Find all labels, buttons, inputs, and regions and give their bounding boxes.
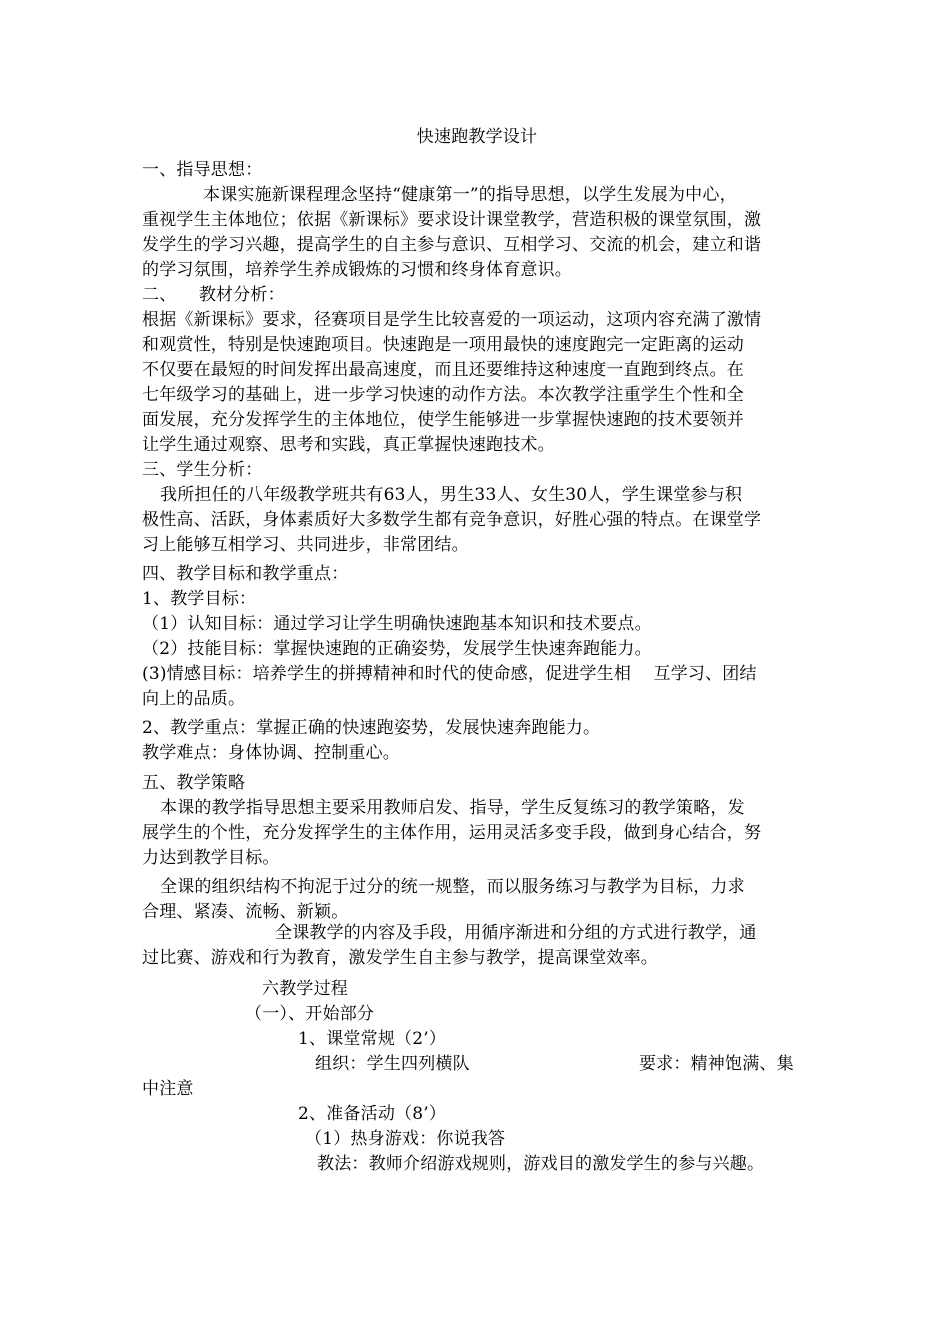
list-item: 2、准备活动（8’） [298,1104,447,1124]
paragraph-line: 全课的组织结构不拘泥于过分的统一规整，而以服务练习与教学为目标，力求 [160,877,745,897]
paragraph-line: 重视学生主体地位；依据《新课标》要求设计课堂教学，营造积极的课堂氛围，激 [142,210,762,230]
list-item: （1）热身游戏：你说我答 [305,1129,506,1149]
paragraph-line: 的学习氛围，培养学生养成锻炼的习惯和终身体育意识。 [142,260,572,280]
list-item: （1）认知目标：通过学习让学生明确快速跑基本知识和技术要点。 [142,614,652,634]
list-item: 1、课堂常规（2’） [298,1029,447,1049]
paragraph-line: 展学生的个性，充分发挥学生的主体作用，运用灵活多变手段，做到身心结合，努 [142,823,762,843]
paragraph-line: 面发展，充分发挥学生的主体地位，使学生能够进一步掌握快速跑的技术要领并 [142,410,744,430]
paragraph-line: 我所担任的八年级教学班共有63人，男生33人、女生30人，学生课堂参与积 [160,485,743,505]
paragraph-line: 发学生的学习兴趣，提高学生的自主参与意识、互相学习、交流的机会，建立和谐 [142,235,762,255]
paragraph-line: 全课教学的内容及手段，用循序渐进和分组的方式进行教学，通 [275,923,757,943]
paragraph-line: 让学生通过观察、思考和实践，真正掌握快速跑技术。 [142,435,555,455]
paragraph-line: 极性高、活跃，身体素质好大多数学生都有竞争意识，好胜心强的特点。在课堂学 [142,510,762,530]
paragraph-line: 根据《新课标》要求，径赛项目是学生比较喜爱的一项运动，这项内容充满了激情 [142,310,762,330]
requirement-continuation: 中注意 [142,1079,194,1099]
list-item: 向上的品质。 [142,689,246,709]
document-title: 快速跑教学设计 [416,127,538,147]
section-heading: 六教学过程 [262,979,348,999]
paragraph-line: 过比赛、游戏和行为教育，激发学生自主参与教学，提高课堂效率。 [142,948,658,968]
paragraph-line: 不仅要在最短的时间发挥出最高速度，而且还要维持这种速度一直跑到终点。在 [142,360,744,380]
paragraph-line: 和观赏性，特别是快速跑项目。快速跑是一项用最快的速度跑完一定距离的运动 [142,335,744,355]
subheading: 1、教学目标： [142,589,257,609]
paragraph-line: 合理、紧凑、流畅、新颖。 [142,902,349,922]
paragraph-line: 七年级学习的基础上，进一步学习快速的动作方法。本次教学注重学生个性和全 [142,385,744,405]
subheading: （一）、开始部分 [245,1004,375,1024]
section-heading: 二、 教材分析： [142,285,285,305]
list-item: 教法：教师介绍游戏规则，游戏目的激发学生的参与兴趣。 [317,1154,765,1174]
paragraph-line: 本课实施新课程理念坚持“健康第一”的指导思想，以学生发展为中心， [203,185,737,205]
section-heading: 一、指导思想： [142,160,263,180]
section-heading: 四、教学目标和教学重点： [142,564,349,584]
paragraph-line: 习上能够互相学习、共同进步，非常团结。 [142,535,469,555]
list-item: (3)情感目标：培养学生的拼搏精神和时代的使命感，促进学生相 互学习、团结 [142,664,757,684]
requirement-text: 要求：精神饱满、集 [639,1054,794,1074]
subheading: 2、教学重点：掌握正确的快速跑姿势，发展快速奔跑能力。 [142,718,601,738]
section-heading: 三、学生分析： [142,460,263,480]
organization-text: 组织：学生四列横队 [315,1054,470,1074]
section-heading: 五、教学策略 [142,773,246,793]
list-item: （2）技能目标：掌握快速跑的正确姿势，发展学生快速奔跑能力。 [142,639,652,659]
paragraph-line: 力达到教学目标。 [142,848,280,868]
paragraph-line: 本课的教学指导思想主要采用教师启发、指导，学生反复练习的教学策略，发 [160,798,745,818]
subheading: 教学难点：身体协调、控制重心。 [142,743,400,763]
